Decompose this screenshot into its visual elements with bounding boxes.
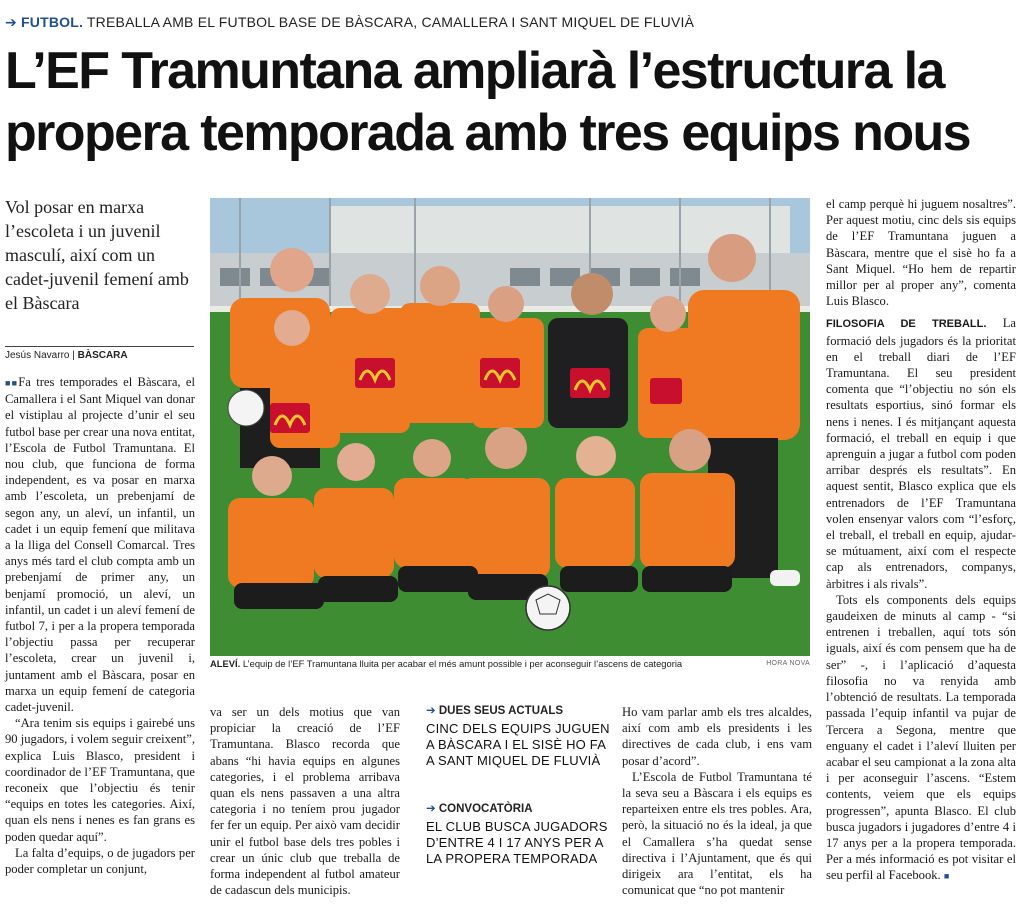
paragraph: [826, 592, 1016, 885]
sidebar-title-text: DUES SEUS ACTUALS: [438, 705, 564, 717]
paragraph-text: La formació dels jugadors és la prioritat en el treball diari de l’EF Tramuntana. El seu president comenta que “l’objectiu no són els resultats esportius, sinó formar els nens i nenes. I és mitjançant aquesta formació, el treball en equip i que aprenguin a jugar a futbol com poden arribar després els resultats”. En aquest sentit, Blasco explica que els entrenadors de l’EF Tramuntana volen ensenyar valors com “l’esforç, el treball, el treball en equip, ajudar-se mútuament, així com el respecte cap als entrenadors, companys, àrbitres i als rivals”.: [826, 316, 1016, 591]
caption-label: ALEVÍ.: [210, 658, 241, 669]
subheading: FILOSOFIA DE TREBALL.: [826, 318, 987, 331]
team-photo-illustration: [210, 198, 810, 656]
paragraph: [5, 374, 195, 715]
article-column-2: [210, 704, 400, 898]
sidebar-title: [426, 801, 611, 815]
article-column-4: [622, 704, 812, 898]
photo-credit: HORA NOVA: [766, 660, 810, 667]
photo-caption: [210, 658, 810, 670]
sidebar-text: CINC DELS EQUIPS JUGUEN A BÀSCARA I EL SISÈ HO FA A SANT MIQUEL DE FLUVIÀ: [426, 721, 610, 768]
byline-place: BÀSCARA: [77, 350, 128, 361]
paragraph: va ser un dels motius que van propiciar la creació de l’EF Tramuntana. Blasco recorda que abans “hi havia equips en algunes categories, i el problema arribava quan els nens passaven a una altra categoria i no teníem prou jugador fer fer un equip. Per això vam decidir unir el futbol base dels tres pobles i crear un únic club que treballa de forma independent al futbol amateur de cadascun dels municipis.: [210, 705, 400, 898]
arrow-right-icon: ➔: [5, 14, 17, 30]
paragraph: Ho vam parlar amb els tres alcaldes, així com amb els presidents i les directives de cada club, i ens vam posar d’acord”.: [622, 705, 812, 768]
byline-author: Jesús Navarro: [5, 350, 70, 361]
paragraph: La falta d’equips, o de jugadors per poder completar un conjunt,: [5, 845, 195, 877]
kicker-text: TREBALLA AMB EL FUTBOL BASE DE BÀSCARA, CAMALLERA I SANT MIQUEL DE FLUVIÀ: [83, 14, 695, 30]
paragraph: L’Escola de Futbol Tramuntana té la seva seu a Bàscara i els equips es reparteixen entre els tres pobles. Ara, però, la situació no és la ideal, ja que el Camallera s’ha quedat sense directiva i l’Ajuntament, que és qui dirigeix ara l’entitat, els ha comunicat que “no pot mantenir: [622, 769, 812, 898]
sidebar-text: EL CLUB BUSCA JUGADORS D’ENTRE 4 I 17 ANYS PER A LA PROPERA TEMPORADA: [426, 819, 608, 866]
article-column-5: [826, 196, 1016, 885]
section-kicker: [5, 14, 1015, 31]
deck: Vol posar en marxa l’escoleta i un juvenil masculí, així com un cadet-juvenil femení amb el Bàscara: [5, 197, 189, 313]
headline: L’EF Tramuntana ampliarà l’estructura la propera temporada amb tres equips nous: [5, 42, 970, 162]
team-photo: [210, 198, 810, 656]
sidebar-box-seus: [426, 703, 611, 769]
byline: [5, 346, 194, 361]
section-label: FUTBOL.: [21, 14, 84, 30]
paragraph: [826, 315, 1016, 591]
arrow-right-icon: ➔: [426, 705, 436, 717]
article-column-1: [5, 374, 195, 877]
end-mark: ■: [943, 871, 949, 882]
byline-separator: |: [69, 350, 78, 361]
paragraph-start-mark: ■■: [5, 378, 19, 388]
paragraph: “Ara tenim sis equips i gairebé uns 90 jugadors, i volem seguir creixent”, explica Luis Blasco, president i coordinador de l’EF Tramuntana, que reconeix que l’objectiu és tenir “equips en totes les categories. Així, quan els nens i nenes es fan grans es poden quedar aquí”.: [5, 716, 195, 844]
sidebar-box-convocatoria: [426, 801, 611, 867]
arrow-right-icon: ➔: [426, 803, 436, 815]
paragraph: el camp perquè hi juguem nosaltres”. Per aquest motiu, cinc dels sis equips de l’EF Tramuntana juguen a Bàscara, mentre que el sisè ho fa a Sant Miquel. “Ho hem de repartir millor per al proper any”, comenta Luis Blasco.: [826, 197, 1016, 309]
paragraph-text: Tots els components dels equips gaudeixen de minuts al camp - “si entrenen i treballen, aquí tots són iguals, així és com pensem que ha de ser” -, i l’aplicació d’aquesta filosofia no va renyida amb l’obtenció de resultats. La temporada passada l’equip infantil va pujar de Tercera a Segona, mentre que enguany el cadet i l’aleví lluiten per acabar el seu campionat a la zona alta i per aconseguir l’ascens. “Estem contents, veiem que els equips progressen”, apunta Blasco. El club busca jugadors i jugadores d’entre 4 i 17 anys per a la propera temporada. Per a més informació es pot visitar el seu perfil al Facebook.: [826, 592, 1016, 883]
caption-text: L’equip de l’EF Tramuntana lluita per acabar el més amunt possible i per aconseguir l’ascens de categoria: [240, 658, 683, 669]
sidebar-title: [426, 703, 611, 717]
paragraph-text: Fa tres temporades el Bàscara, el Camallera i el Sant Miquel van donar el vistiplau al projecte d’unir el seu futbol base per crear una nova entitat, l’Escola de Futbol Tramuntana. El nou club, que funciona de forma independent, es va posar en marxa amb l’escoleta, un prebenjamí de segon any, un aleví, un infantil, un cadet i un equip femení que militava a la lliga del Consell Comarcal. Tres anys més tard el club compta amb un prebenjamí de primer any, un benjamí promoció, un aleví, un infantil, un cadet i un aleví femení de futbol 7, i per a la propera temporada l’objectiu passa per recuperar l’escoleta, crear un juvenil i, juntament amb el Bàscara, posar en marxa un equip femení de categoria cadet-juvenil.: [5, 375, 195, 715]
sidebar-title-text: CONVOCATÒRIA: [438, 803, 533, 815]
